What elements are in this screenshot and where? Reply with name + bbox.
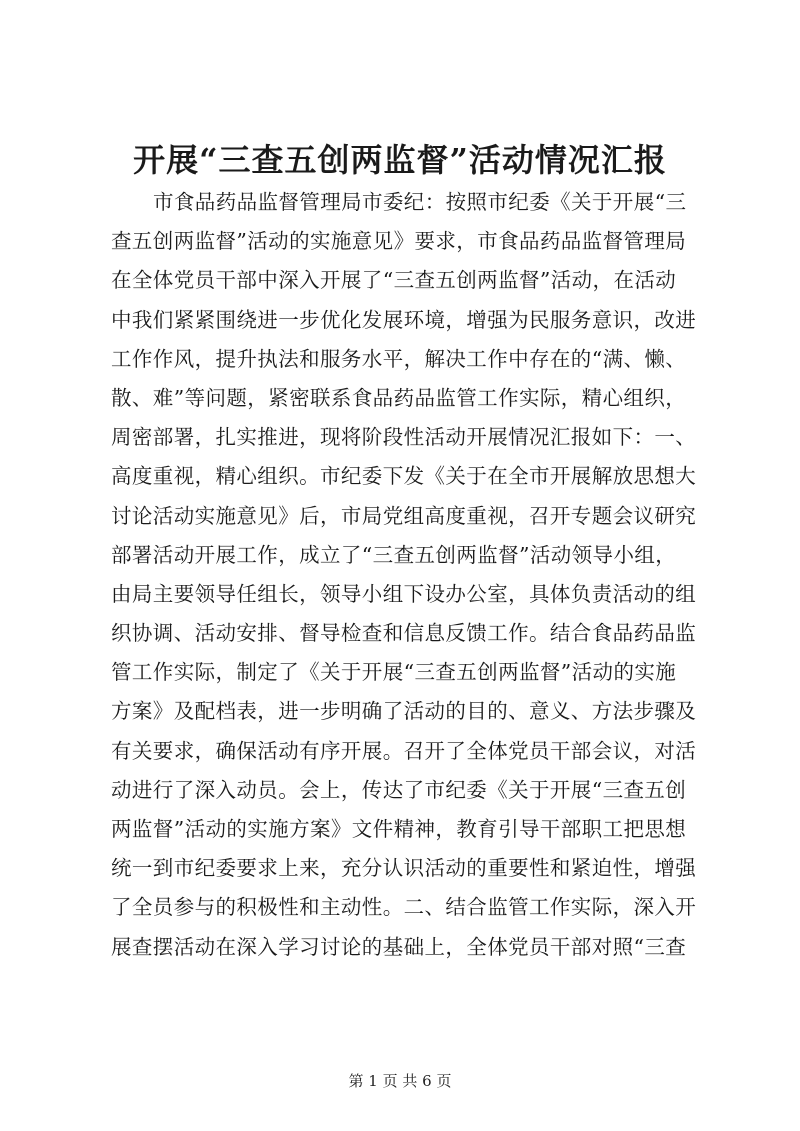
body-line: 两监督”活动的实施方案》文件精神，教育引导干部职工把思想 [111, 817, 687, 841]
body-line: 工作作风，提升执法和服务水平，解决工作中存在的“满、懒、 [111, 346, 687, 371]
body-line: 散、难”等问题，紧密联系食品药品监管工作实际，精心组织， [111, 385, 687, 410]
body-line: 了全员参与的积极性和主动性。二、结合监管工作实际，深入开 [111, 895, 697, 920]
body-line: 统一到市纪委要求上来，充分认识活动的重要性和紧迫性，增强 [111, 856, 697, 881]
page-number-footer: 第 1 页 共 6 页 [348, 1072, 452, 1090]
document-body [111, 183, 711, 967]
body-line: 查五创两监督”活动的实施意见》要求，市食品药品监督管理局 [111, 229, 687, 254]
body-line: 高度重视，精心组织。市纪委下发《关于在全市开展解放思想大 [111, 464, 697, 489]
body-line: 展查摆活动在深入学习讨论的基础上，全体党员干部对照“三查 [111, 934, 687, 959]
body-line: 织协调、活动安排、督导检查和信息反馈工作。结合食品药品监 [111, 621, 697, 646]
body-line: 管工作实际，制定了《关于开展“三查五创两监督”活动的实施 [111, 660, 677, 685]
body-line: 由局主要领导任组长，领导小组下设办公室，具体负责活动的组 [111, 581, 697, 606]
body-line: 市食品药品监督管理局市委纪：按照市纪委《关于开展“三 [153, 190, 687, 214]
body-line: 方案》及配档表，进一步明确了活动的目的、意义、方法步骤及 [111, 699, 697, 724]
body-line: 中我们紧紧围绕进一步优化发展环境，增强为民服务意识，改进 [111, 307, 697, 332]
body-line: 在全体党员干部中深入开展了“三查五创两监督”活动，在活动 [111, 268, 677, 293]
body-line: 部署活动开展工作，成立了“三查五创两监督”活动领导小组， [111, 542, 677, 567]
body-line: 有关要求，确保活动有序开展。召开了全体党员干部会议，对活 [111, 738, 697, 763]
body-line: 周密部署，扎实推进，现将阶段性活动开展情况汇报如下：一、 [111, 425, 697, 450]
body-line: 讨论活动实施意见》后，市局党组高度重视，召开专题会议研究 [111, 503, 697, 528]
document-title: 开展“三查五创两监督”活动情况汇报 [133, 141, 667, 179]
body-line: 动进行了深入动员。会上，传达了市纪委《关于开展“三查五创 [111, 777, 687, 802]
